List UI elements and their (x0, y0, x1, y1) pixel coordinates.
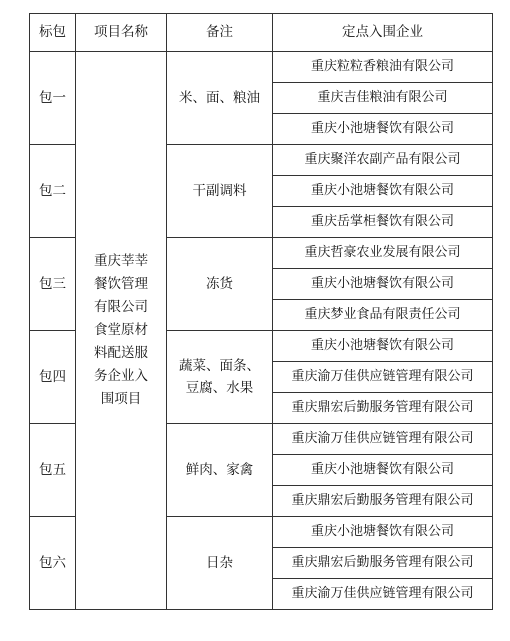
package-note: 米、面、粮油 (179, 90, 260, 106)
company-cell: 重庆小池塘餐饮有限公司 (273, 517, 493, 548)
company-cell: 重庆鼎宏后勤服务管理有限公司 (273, 393, 493, 424)
package-label: 包一 (30, 52, 76, 145)
company-cell: 重庆吉佳粮油有限公司 (273, 83, 493, 114)
package-note-cell (167, 238, 273, 331)
package-label: 包五 (30, 424, 76, 517)
company-cell: 重庆鼎宏后勤服务管理有限公司 (273, 486, 493, 517)
company-cell: 重庆渝万佳供应链管理有限公司 (273, 362, 493, 393)
project-name: 重庆莘莘餐饮管理有限公司食堂原材料配送服务企业入围项目 (94, 253, 148, 407)
company-cell: 重庆小池塘餐饮有限公司 (273, 455, 493, 486)
company-cell: 重庆梦业食品有限责任公司 (273, 300, 493, 331)
package-note-cell (167, 52, 273, 145)
package-note: 冻货 (206, 276, 233, 292)
package-label: 包三 (30, 238, 76, 331)
header-row (30, 14, 493, 52)
package-note: 日杂 (206, 555, 233, 571)
company-cell: 重庆鼎宏后勤服务管理有限公司 (273, 548, 493, 579)
company-cell: 重庆小池塘餐饮有限公司 (273, 176, 493, 207)
company-cell: 重庆哲豪农业发展有限公司 (273, 238, 493, 269)
company-cell: 重庆渝万佳供应链管理有限公司 (273, 424, 493, 455)
header-note: 备注 (167, 14, 273, 52)
company-cell: 重庆小池塘餐饮有限公司 (273, 331, 493, 362)
project-name-cell (76, 52, 167, 610)
package-note-cell (167, 145, 273, 238)
header-project: 项目名称 (76, 14, 167, 52)
package-note-cell (167, 331, 273, 424)
package-label: 包二 (30, 145, 76, 238)
package-note: 鲜肉、家禽 (185, 462, 254, 478)
company-cell: 重庆岳掌柜餐饮有限公司 (273, 207, 493, 238)
company-cell: 重庆粒粒香粮油有限公司 (273, 52, 493, 83)
company-cell: 重庆渝万佳供应链管理有限公司 (273, 579, 493, 610)
package-note-cell (167, 424, 273, 517)
company-cell: 重庆小池塘餐饮有限公司 (273, 114, 493, 145)
package-label: 包六 (30, 517, 76, 610)
header-bag: 标包 (30, 14, 76, 52)
company-cell: 重庆聚洋农副产品有限公司 (273, 145, 493, 176)
package-note: 干副调料 (192, 183, 247, 199)
table-row (30, 52, 493, 83)
package-note: 蔬菜、面条、豆腐、水果 (179, 358, 260, 396)
header-company: 定点入围企业 (273, 14, 493, 52)
procurement-table (29, 13, 493, 610)
package-note-cell (167, 517, 273, 610)
package-label: 包四 (30, 331, 76, 424)
company-cell: 重庆小池塘餐饮有限公司 (273, 269, 493, 300)
